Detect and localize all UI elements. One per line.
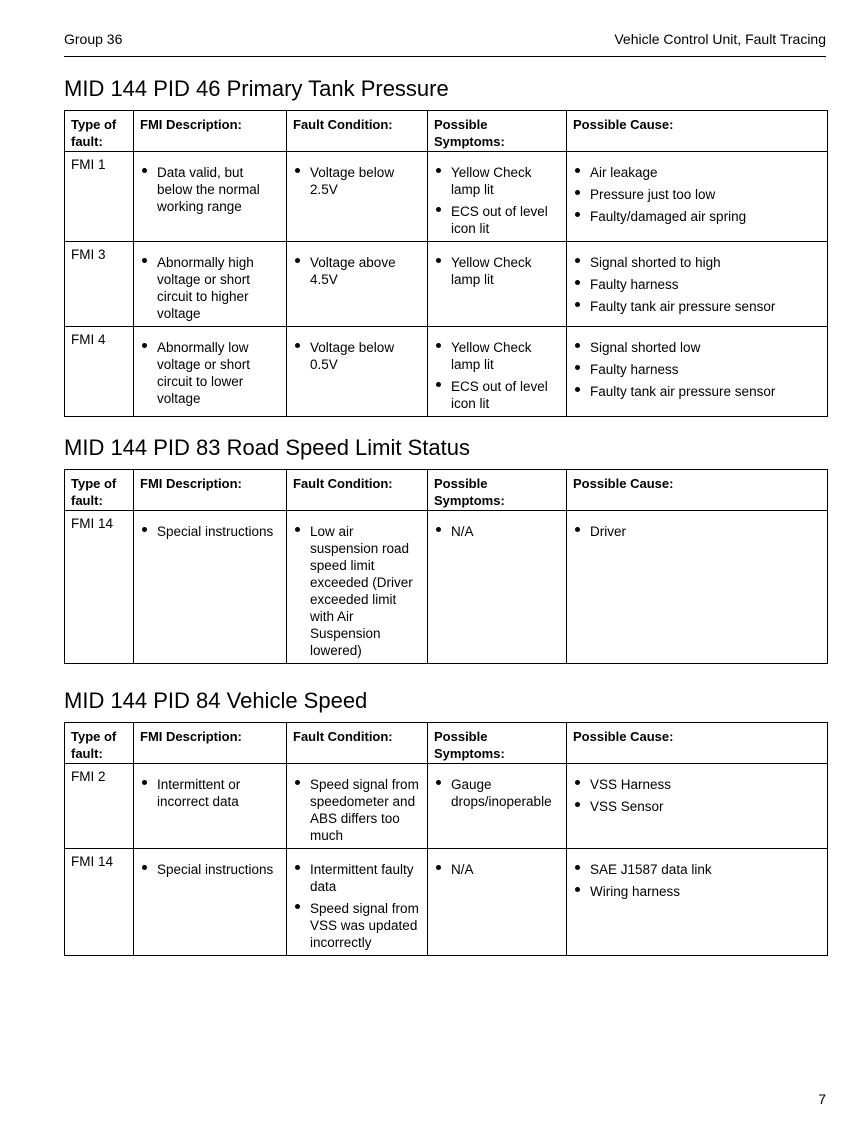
bullet-item: Data valid, but below the normal working range xyxy=(140,164,280,215)
bullet-list xyxy=(434,164,560,237)
bullet-item: Wiring harness xyxy=(573,883,821,900)
column-header: Fault Condition: xyxy=(287,723,428,764)
fmi-description-cell xyxy=(134,764,287,849)
bullet-list xyxy=(140,523,280,540)
column-header: Fault Condition: xyxy=(287,111,428,152)
bullet-list xyxy=(434,523,560,540)
bullet-list xyxy=(573,254,821,315)
bullet-item: Voltage below 2.5V xyxy=(293,164,421,198)
bullet-item: Faulty tank air pressure sensor xyxy=(573,383,821,400)
bullet-item: Abnormally low voltage or short circuit to lower voltage xyxy=(140,339,280,407)
fmi-description-cell xyxy=(134,152,287,242)
possible-symptoms-cell xyxy=(428,327,567,417)
page-header xyxy=(64,31,826,57)
fault-type-cell: FMI 3 xyxy=(65,242,134,327)
bullet-item: Special instructions xyxy=(140,523,280,540)
section-title: MID 144 PID 83 Road Speed Limit Status xyxy=(64,435,470,460)
section-primary-tank-pressure xyxy=(64,74,827,417)
bullet-item: Voltage above 4.5V xyxy=(293,254,421,288)
bullet-item: Special instructions xyxy=(140,861,280,878)
bullet-list xyxy=(434,776,560,810)
section-title: MID 144 PID 46 Primary Tank Pressure xyxy=(64,76,449,101)
column-header: Possible Cause: xyxy=(567,723,828,764)
fmi-description-cell xyxy=(134,511,287,664)
bullet-list xyxy=(573,523,821,540)
bullet-item: Faulty harness xyxy=(573,276,821,293)
column-header: Type of fault: xyxy=(65,111,134,152)
possible-symptoms-cell xyxy=(428,152,567,242)
section-title: MID 144 PID 84 Vehicle Speed xyxy=(64,688,368,713)
fault-condition-cell xyxy=(287,152,428,242)
possible-symptoms-cell xyxy=(428,849,567,956)
fault-table xyxy=(64,722,828,956)
bullet-item: Pressure just too low xyxy=(573,186,821,203)
possible-cause-cell xyxy=(567,511,828,664)
fault-table xyxy=(64,469,828,664)
table-header-row xyxy=(65,470,828,511)
possible-symptoms-cell xyxy=(428,764,567,849)
column-header: FMI Description: xyxy=(134,723,287,764)
table-row xyxy=(65,242,828,327)
possible-cause-cell xyxy=(567,764,828,849)
fmi-description-cell xyxy=(134,242,287,327)
table-row xyxy=(65,152,828,242)
column-header: Type of fault: xyxy=(65,723,134,764)
bullet-list xyxy=(573,776,821,815)
possible-cause-cell xyxy=(567,849,828,956)
fault-condition-cell xyxy=(287,849,428,956)
bullet-item: Intermittent or incorrect data xyxy=(140,776,280,810)
fmi-description-cell xyxy=(134,327,287,417)
bullet-list xyxy=(293,776,421,844)
column-header: Possible Symptoms: xyxy=(428,470,567,511)
section-road-speed-limit-status xyxy=(64,433,827,664)
bullet-item: Yellow Check lamp lit xyxy=(434,254,560,288)
bullet-list xyxy=(293,523,421,659)
fault-type-cell: FMI 2 xyxy=(65,764,134,849)
bullet-list xyxy=(293,254,421,288)
bullet-list xyxy=(434,339,560,412)
header-document-title: Vehicle Control Unit, Fault Tracing xyxy=(614,31,826,47)
bullet-item: Air leakage xyxy=(573,164,821,181)
bullet-item: Signal shorted to high xyxy=(573,254,821,271)
fault-table xyxy=(64,110,828,417)
bullet-item: Low air suspension road speed limit exceeded (Driver exceeded limit with Air Suspension lowered) xyxy=(293,523,421,659)
bullet-item: Speed signal from VSS was updated incorrectly xyxy=(293,900,421,951)
column-header: FMI Description: xyxy=(134,111,287,152)
bullet-list xyxy=(140,254,280,322)
possible-cause-cell xyxy=(567,327,828,417)
bullet-item: Speed signal from speedometer and ABS differs too much xyxy=(293,776,421,844)
column-header: Type of fault: xyxy=(65,470,134,511)
bullet-item: Voltage below 0.5V xyxy=(293,339,421,373)
section-vehicle-speed xyxy=(64,686,827,956)
bullet-item: VSS Sensor xyxy=(573,798,821,815)
header-group-label: Group 36 xyxy=(64,31,123,47)
page-number: 7 xyxy=(818,1091,826,1107)
bullet-item: ECS out of level icon lit xyxy=(434,203,560,237)
bullet-item: Faulty tank air pressure sensor xyxy=(573,298,821,315)
column-header: Possible Cause: xyxy=(567,470,828,511)
fmi-description-cell xyxy=(134,849,287,956)
table-row xyxy=(65,511,828,664)
bullet-list xyxy=(140,861,280,878)
bullet-item: Yellow Check lamp lit xyxy=(434,164,560,198)
bullet-item: ECS out of level icon lit xyxy=(434,378,560,412)
column-header: Possible Symptoms: xyxy=(428,111,567,152)
possible-cause-cell xyxy=(567,242,828,327)
bullet-list xyxy=(293,861,421,951)
fault-type-cell: FMI 14 xyxy=(65,511,134,664)
table-header-row xyxy=(65,723,828,764)
possible-symptoms-cell xyxy=(428,242,567,327)
bullet-item: N/A xyxy=(434,861,560,878)
bullet-list xyxy=(573,339,821,400)
bullet-list xyxy=(140,164,280,215)
bullet-list xyxy=(434,861,560,878)
fault-condition-cell xyxy=(287,764,428,849)
bullet-item: Gauge drops/inoperable xyxy=(434,776,560,810)
fault-condition-cell xyxy=(287,511,428,664)
column-header: Fault Condition: xyxy=(287,470,428,511)
bullet-list xyxy=(434,254,560,288)
bullet-list xyxy=(293,339,421,373)
bullet-item: VSS Harness xyxy=(573,776,821,793)
bullet-list xyxy=(140,339,280,407)
fault-condition-cell xyxy=(287,327,428,417)
bullet-item: Faulty harness xyxy=(573,361,821,378)
fault-type-cell: FMI 14 xyxy=(65,849,134,956)
bullet-list xyxy=(140,776,280,810)
bullet-list xyxy=(573,164,821,225)
table-row xyxy=(65,849,828,956)
column-header: FMI Description: xyxy=(134,470,287,511)
possible-cause-cell xyxy=(567,152,828,242)
table-header-row xyxy=(65,111,828,152)
bullet-list xyxy=(293,164,421,198)
table-row xyxy=(65,327,828,417)
bullet-list xyxy=(573,861,821,900)
column-header: Possible Symptoms: xyxy=(428,723,567,764)
bullet-item: Faulty/damaged air spring xyxy=(573,208,821,225)
bullet-item: Intermittent faulty data xyxy=(293,861,421,895)
fault-type-cell: FMI 4 xyxy=(65,327,134,417)
bullet-item: SAE J1587 data link xyxy=(573,861,821,878)
bullet-item: Abnormally high voltage or short circuit to higher voltage xyxy=(140,254,280,322)
possible-symptoms-cell xyxy=(428,511,567,664)
column-header: Possible Cause: xyxy=(567,111,828,152)
table-row xyxy=(65,764,828,849)
bullet-item: Driver xyxy=(573,523,821,540)
bullet-item: Yellow Check lamp lit xyxy=(434,339,560,373)
fault-type-cell: FMI 1 xyxy=(65,152,134,242)
bullet-item: N/A xyxy=(434,523,560,540)
bullet-item: Signal shorted low xyxy=(573,339,821,356)
fault-condition-cell xyxy=(287,242,428,327)
